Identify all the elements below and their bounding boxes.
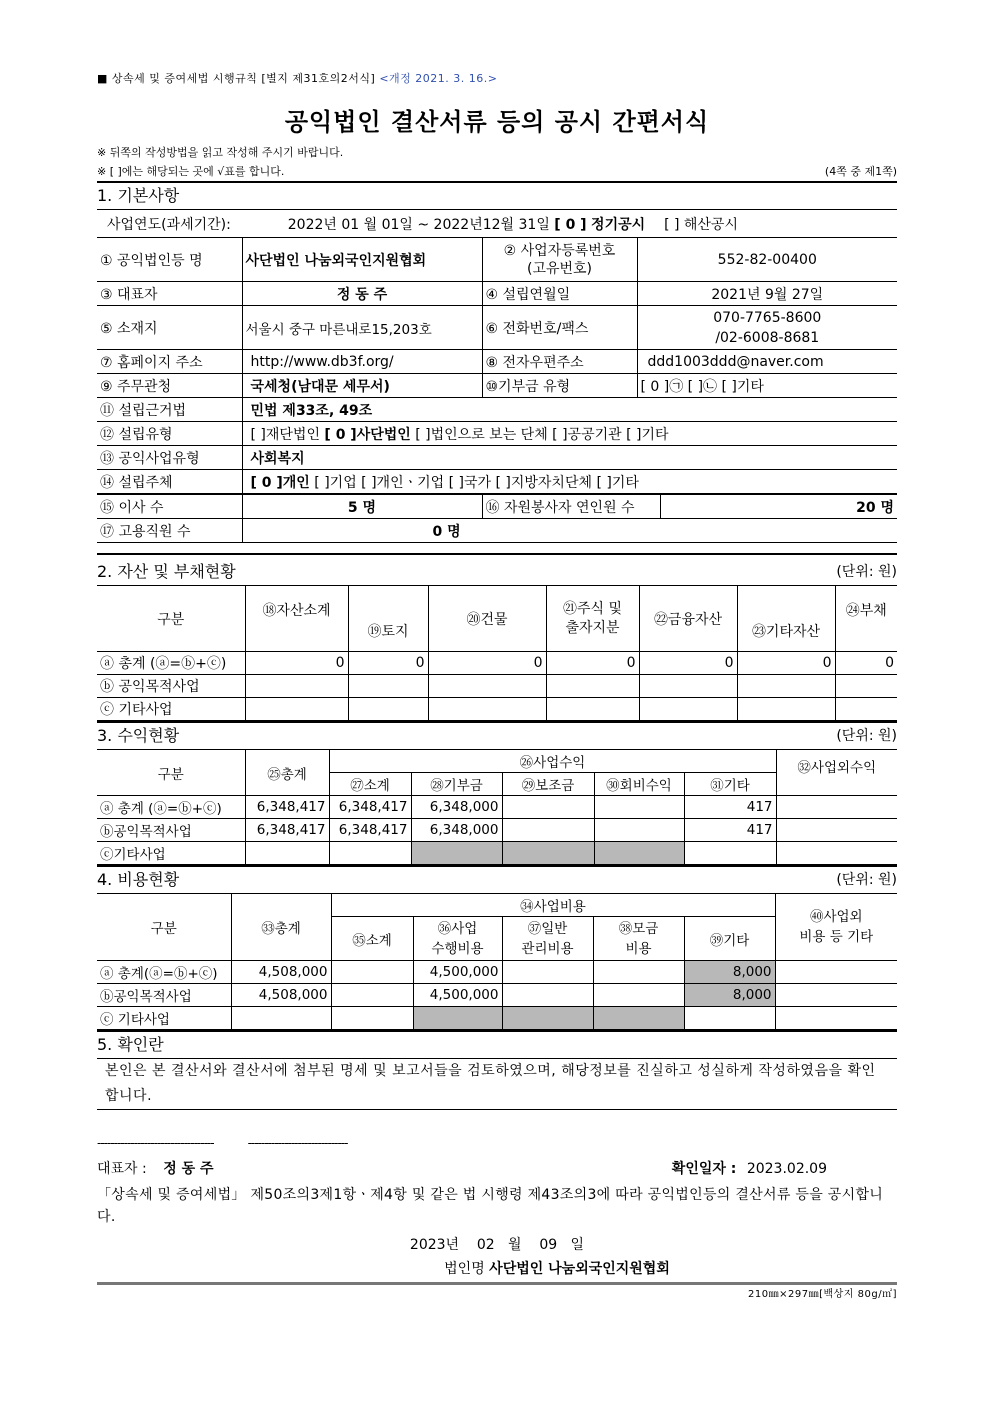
cell: [348, 675, 428, 698]
shaded-cell: [502, 1007, 593, 1030]
cell: [329, 842, 411, 865]
expense-h-total: ㉝총계: [231, 894, 331, 961]
cell: [835, 698, 897, 721]
cell: [737, 698, 835, 721]
row-label: ⓑ공익목적사업: [97, 984, 231, 1007]
assets-h-financial: ㉒금융자산: [639, 586, 737, 652]
cell: [245, 842, 329, 865]
expense-h-category: 구분: [97, 894, 231, 961]
directors-value: 5 명: [242, 495, 482, 519]
volunteers-value: 20 명: [660, 495, 897, 519]
email-label: ⑧ 전자우편주소: [482, 350, 637, 374]
expense-h-other: ㊴기타: [684, 917, 775, 961]
corp-name: 사단법인 나눔외국인지원협회: [489, 1261, 670, 1277]
email-value: ddd1003ddd@naver.com: [637, 350, 897, 374]
staff-table: [97, 494, 897, 543]
row-label: ⓑ 공익목적사업: [97, 675, 245, 698]
cell: [428, 698, 546, 721]
signature-line-2: ------------------------------: [247, 1136, 348, 1150]
assets-h-liability: ㉔부채: [835, 586, 897, 652]
estdate-value: 2021년 9월 27일: [637, 282, 897, 306]
form-ref-text: ■ 상속세 및 증여세법 시행규칙 [별지 제31호의2서식]: [97, 72, 376, 85]
assets-h-other: ㉓기타자산: [737, 586, 835, 652]
cell: 4,508,000: [231, 961, 331, 984]
cell: [775, 1007, 897, 1030]
cell: [835, 675, 897, 698]
row-label: ⓐ 총계 (ⓐ=ⓑ+ⓒ): [97, 796, 245, 819]
instruction-notes: [97, 143, 897, 181]
section2-unit: (단위: 원): [836, 564, 897, 580]
donation-type-value: [ 0 ]㉠ [ ]㉡ [ ]기타: [637, 374, 897, 398]
table-row: [97, 675, 897, 698]
shaded-cell: [594, 842, 684, 865]
assets-h-category: 구분: [97, 586, 245, 652]
cell: [502, 796, 594, 819]
cell: 0: [348, 652, 428, 675]
biz-type-label: ⑬ 공익사업유형: [97, 446, 242, 470]
expense-table: [97, 893, 897, 1030]
cell: 6,348,417: [329, 819, 411, 842]
regular-label: 정기공시: [591, 216, 646, 233]
cell: 0: [428, 652, 546, 675]
employees-label: ⑰ 고용직원 수: [97, 519, 242, 543]
cell: [639, 698, 737, 721]
founder-cell: [242, 470, 897, 494]
donation-type-label: ⑩기부금 유형: [482, 374, 637, 398]
confirm-date-value: 2023.02.09: [746, 1161, 827, 1177]
note-2: ※ [ ]에는 해당되는 곳에 √표를 합니다.: [97, 165, 285, 178]
cell: [639, 675, 737, 698]
cell: [594, 819, 684, 842]
cell: [775, 961, 897, 984]
section1-title-text: 1. 기본사항: [97, 186, 180, 205]
table-row: [97, 796, 897, 819]
employees-value: 0 명: [242, 519, 897, 543]
shaded-cell: [593, 1007, 684, 1030]
homepage-value: http://www.db3f.org/: [242, 350, 482, 374]
period-value: 2022년 01 월 01일 ~ 2022년12월 31일: [287, 216, 550, 233]
table-row: [97, 698, 897, 721]
bizno-label: ② 사업자등록번호 (고유번호): [482, 238, 637, 282]
cell: [331, 1007, 413, 1030]
cell: 6,348,417: [245, 796, 329, 819]
cell: [593, 984, 684, 1007]
cell: 0: [737, 652, 835, 675]
section4-title-text: 4. 비용현황: [97, 870, 180, 889]
founder-label: ⑭ 설립주체: [97, 470, 242, 494]
assets-h-subtotal: ⑱자산소계: [245, 586, 348, 652]
assets-h-stock: ㉑주식 및 출자지분: [546, 586, 639, 652]
table-row: [97, 961, 897, 984]
page-info: (4쪽 중 제1쪽): [824, 165, 897, 178]
signature-line-1: -----------------------------------: [97, 1136, 214, 1150]
assets-h-building: ⑳건물: [428, 586, 546, 652]
homepage-label: ⑦ 홈페이지 주소: [97, 350, 242, 374]
row-label: ⓐ 총계(ⓐ=ⓑ+ⓒ): [97, 961, 231, 984]
revenue-table: [97, 749, 897, 865]
section3-unit: (단위: 원): [836, 728, 897, 744]
org-name-value: 사단법인 나눔외국인지원협회: [242, 238, 482, 282]
section4-title: [97, 867, 897, 893]
cell: [737, 675, 835, 698]
form-reference: [97, 70, 897, 86]
cell: [331, 984, 413, 1007]
row-label: ⓑ공익목적사업: [97, 819, 245, 842]
cell: 6,348,417: [329, 796, 411, 819]
cell: [502, 819, 594, 842]
fax-value: /02-6008-8681: [715, 329, 820, 346]
section2-title: [97, 559, 897, 585]
cell: [245, 675, 348, 698]
table-row: [97, 819, 897, 842]
shaded-cell: [502, 842, 594, 865]
phone-label: ⑥ 전화번호/팩스: [482, 306, 637, 350]
cell: 4,500,000: [413, 984, 502, 1007]
cell: [428, 675, 546, 698]
row-label: ⓒ기타사업: [97, 842, 245, 865]
biz-type-value: 사회복지: [242, 446, 897, 470]
section5-title-text: 5. 확인란: [97, 1035, 164, 1054]
note-1: ※ 뒤쪽의 작성방법을 읽고 작성해 주시기 바랍니다.: [97, 146, 344, 159]
dissolution-option: [ ] 해산공시: [664, 216, 738, 233]
cell: [231, 1007, 331, 1030]
cell: [775, 984, 897, 1007]
cell: [776, 796, 897, 819]
section3-title-text: 3. 수익현황: [97, 726, 180, 745]
revenue-h-other: ㉛기타: [684, 773, 776, 796]
assets-h-land: ⑲토지: [348, 586, 428, 652]
form-page: [97, 70, 897, 1300]
expense-h-fundraising: ㊳모금 비용: [593, 917, 684, 961]
cell: [684, 1007, 775, 1030]
cell: [776, 842, 897, 865]
section1-title: [97, 183, 897, 209]
cell: 0: [245, 652, 348, 675]
est-type-pre: [ ]재단법인: [250, 426, 325, 443]
cell: [546, 698, 639, 721]
cell: [684, 842, 776, 865]
corp-label: 법인명: [444, 1261, 485, 1277]
cell: 4,508,000: [231, 984, 331, 1007]
section2-title-text: 2. 자산 및 부채현황: [97, 562, 236, 581]
revision-note: <개정 2021. 3. 16.>: [379, 72, 498, 85]
expense-h-admin: ㊲일반 관리비용: [502, 917, 593, 961]
org-name-label: ① 공익법인등 명: [97, 238, 242, 282]
law-label: ⑪ 설립근거법: [97, 398, 242, 422]
section5-title: [97, 1032, 897, 1058]
row-label: ⓒ 기타사업: [97, 698, 245, 721]
phone-cell: [637, 306, 897, 350]
table-row: [97, 652, 897, 675]
revenue-h-nonbiz: ㉜사업외수익: [776, 750, 897, 796]
signer-label: 대표자 :: [97, 1161, 147, 1177]
cell: [546, 675, 639, 698]
section3-title: [97, 723, 897, 749]
page-title: 공익법인 결산서류 등의 공시 간편서식: [284, 108, 710, 136]
cell: 8,000: [684, 984, 775, 1007]
regular-check: [ 0 ]: [554, 216, 587, 233]
est-type-label: ⑫ 설립유형: [97, 422, 242, 446]
cell: 417: [684, 796, 776, 819]
signer-name: 정 동 주: [163, 1161, 214, 1177]
cell: 6,348,417: [245, 819, 329, 842]
authority-value: 국세청(남대문 세무서): [242, 374, 482, 398]
revenue-h-total: ㉕총계: [245, 750, 329, 796]
paper-spec: 210㎜×297㎜[백상지 80g/㎡]: [97, 1282, 897, 1300]
revenue-h-subsidy: ㉙보조금: [502, 773, 594, 796]
cell: [502, 984, 593, 1007]
cell: 4,500,000: [413, 961, 502, 984]
expense-h-biz: ㉞사업비용: [331, 894, 775, 917]
signature-row: [97, 1158, 897, 1178]
est-type-cell: [242, 422, 897, 446]
revenue-h-category: 구분: [97, 750, 245, 796]
period-label: 사업연도(과세기간):: [107, 216, 231, 233]
cell: [348, 698, 428, 721]
cell: 417: [684, 819, 776, 842]
law-value: 민법 제33조, 49조: [242, 398, 897, 422]
section-divider: [97, 553, 897, 555]
phone-value: 070-7765-8600: [713, 309, 822, 326]
expense-h-operation: ㊱사업 수행비용: [413, 917, 502, 961]
directors-label: ⑮ 이사 수: [97, 495, 242, 519]
rep-value: 정 동 주: [242, 282, 482, 306]
cell: 0: [546, 652, 639, 675]
fiscal-period-row: [97, 210, 897, 238]
cell: [502, 961, 593, 984]
estdate-label: ④ 설립연월일: [482, 282, 637, 306]
corporation-line: [97, 1258, 897, 1278]
cell: 8,000: [684, 961, 775, 984]
cell: [245, 698, 348, 721]
expense-h-other-cost: ㊵사업외 비용 등 기타: [775, 894, 897, 961]
section4-unit: (단위: 원): [836, 872, 897, 888]
confirm-date-label: 확인일자 :: [671, 1161, 737, 1177]
founder-post: [ ]기업 [ ]개인ㆍ기업 [ ]국가 [ ]지방자치단체 [ ]기타: [309, 474, 639, 491]
table-row: [97, 984, 897, 1007]
revenue-h-subtotal: ㉗소계: [329, 773, 411, 796]
revenue-h-donation: ㉘기부금: [411, 773, 502, 796]
expense-h-subtotal: ㉟소계: [331, 917, 413, 961]
legal-statement: 「상속세 및 증여세법」 제50조의3제1항ㆍ제4항 및 같은 법 시행령 제43조의3에 따라 공익법인등의 결산서류 등을 공시합니다.: [97, 1187, 884, 1225]
revenue-h-biz: ㉖사업수익: [329, 750, 776, 773]
publication-date: 2023년 02 월 09 일: [409, 1237, 585, 1253]
cell: [331, 961, 413, 984]
confirmation-text: 본인은 본 결산서와 결산서에 첨부된 명세 및 보고서들을 검토하였으며, 해당정보를 진실하고 성실하게 작성하였음을 확인합니다.: [97, 1059, 897, 1110]
bizno-value: 552-82-00400: [637, 238, 897, 282]
assets-table: [97, 585, 897, 721]
shaded-cell: [413, 1007, 502, 1030]
cell: 6,348,000: [411, 796, 502, 819]
cell: 6,348,000: [411, 819, 502, 842]
address-value: 서울시 중구 마른내로15,203호: [242, 306, 482, 350]
basic-info-table: [97, 209, 897, 494]
row-label: ⓒ 기타사업: [97, 1007, 231, 1030]
cell: [594, 796, 684, 819]
volunteers-label: ⑯ 자원봉사자 연인원 수: [482, 495, 660, 519]
shaded-cell: [411, 842, 502, 865]
cell: 0: [639, 652, 737, 675]
authority-label: ⑨ 주무관청: [97, 374, 242, 398]
address-label: ⑤ 소재지: [97, 306, 242, 350]
signature-lines: [97, 1136, 897, 1150]
table-row: [97, 1007, 897, 1030]
row-label: ⓐ 총계 (ⓐ=ⓑ+ⓒ): [97, 652, 245, 675]
table-row: [97, 842, 897, 865]
est-type-selected: [ 0 ]사단법인: [324, 426, 411, 443]
revenue-h-fees: ㉚회비수익: [594, 773, 684, 796]
rep-label: ③ 대표자: [97, 282, 242, 306]
cell: [593, 961, 684, 984]
cell: 0: [835, 652, 897, 675]
est-type-post: [ ]법인으로 보는 단체 [ ]공공기관 [ ]기타: [410, 426, 669, 443]
founder-selected: [ 0 ]개인: [250, 474, 310, 491]
cell: [776, 819, 897, 842]
